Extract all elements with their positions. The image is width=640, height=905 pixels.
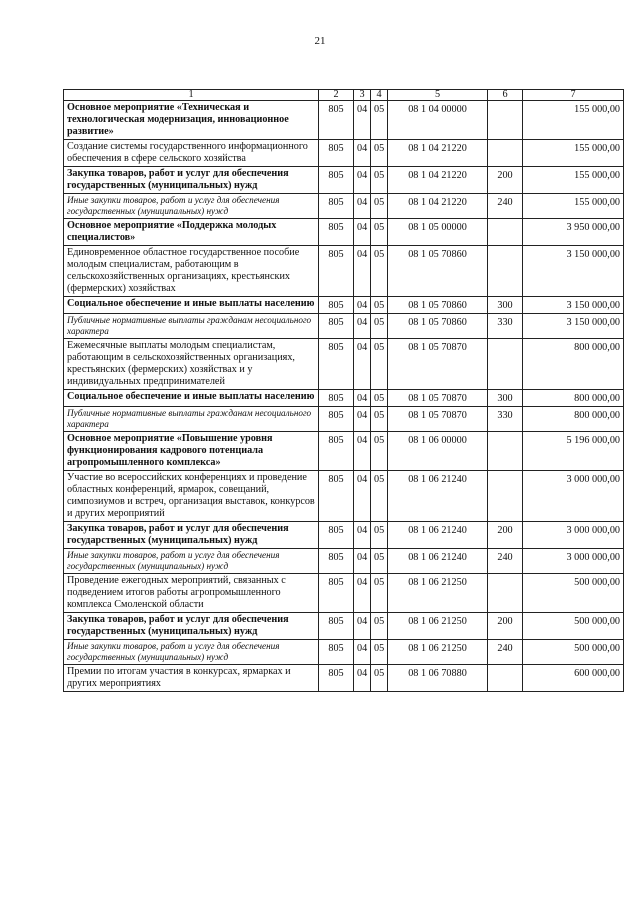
cell-section: 04 — [354, 101, 371, 140]
cell-expense-type: 200 — [488, 167, 523, 194]
cell-expense-type: 300 — [488, 390, 523, 407]
cell-expense-type: 330 — [488, 407, 523, 432]
cell-subsection: 05 — [371, 297, 388, 314]
cell-name: Социальное обеспечение и иные выплаты населению — [64, 297, 319, 314]
table-row — [64, 390, 624, 407]
cell-expense-type — [488, 246, 523, 297]
cell-subsection: 05 — [371, 407, 388, 432]
cell-name: Участие во всероссийских конференциях и проведение областных конференций, ярмарок, совещаний, симпозиумов и встреч, организация выставок, конкурсов и других мероприятий — [64, 471, 319, 522]
table-row — [64, 339, 624, 390]
cell-name: Иные закупки товаров, работ и услуг для обеспечения государственных (муниципальных) нужд — [64, 194, 319, 219]
table-row — [64, 432, 624, 471]
cell-expense-type: 200 — [488, 522, 523, 549]
cell-target-article: 08 1 06 21240 — [388, 549, 488, 574]
cell-expense-type: 300 — [488, 297, 523, 314]
cell-amount: 155 000,00 — [523, 140, 624, 167]
cell-name: Создание системы государственного информационного обеспечения в сфере сельского хозяйства — [64, 140, 319, 167]
cell-subsection: 05 — [371, 522, 388, 549]
cell-admin-code: 805 — [319, 246, 354, 297]
cell-subsection: 05 — [371, 613, 388, 640]
cell-target-article: 08 1 06 21250 — [388, 640, 488, 665]
cell-name: Основное мероприятие «Поддержка молодых специалистов» — [64, 219, 319, 246]
cell-name: Публичные нормативные выплаты гражданам несоциального характера — [64, 314, 319, 339]
cell-subsection: 05 — [371, 390, 388, 407]
header-cell: 5 — [388, 90, 488, 101]
cell-name: Основное мероприятие «Повышение уровня функционирования кадрового потенциала агропромышленного комплекса» — [64, 432, 319, 471]
cell-amount: 500 000,00 — [523, 613, 624, 640]
cell-section: 04 — [354, 640, 371, 665]
cell-section: 04 — [354, 471, 371, 522]
cell-subsection: 05 — [371, 167, 388, 194]
cell-amount: 800 000,00 — [523, 390, 624, 407]
table-body — [64, 101, 624, 692]
cell-name: Ежемесячные выплаты молодым специалистам, работающим в сельскохозяйственных организациях, крестьянских (фермерских) хозяйствах и у индивидуальных предпринимателей — [64, 339, 319, 390]
cell-admin-code: 805 — [319, 390, 354, 407]
cell-section: 04 — [354, 549, 371, 574]
cell-expense-type: 240 — [488, 640, 523, 665]
cell-target-article: 08 1 06 21240 — [388, 522, 488, 549]
cell-name: Закупка товаров, работ и услуг для обеспечения государственных (муниципальных) нужд — [64, 167, 319, 194]
cell-expense-type — [488, 471, 523, 522]
cell-expense-type — [488, 339, 523, 390]
header-cell: 1 — [64, 90, 319, 101]
cell-subsection: 05 — [371, 194, 388, 219]
cell-amount: 155 000,00 — [523, 167, 624, 194]
cell-name: Закупка товаров, работ и услуг для обеспечения государственных (муниципальных) нужд — [64, 613, 319, 640]
cell-subsection: 05 — [371, 471, 388, 522]
cell-expense-type: 200 — [488, 613, 523, 640]
cell-admin-code: 805 — [319, 613, 354, 640]
cell-admin-code: 805 — [319, 471, 354, 522]
cell-admin-code: 805 — [319, 549, 354, 574]
cell-admin-code: 805 — [319, 574, 354, 613]
page-number: 21 — [314, 35, 326, 47]
cell-section: 04 — [354, 339, 371, 390]
header-row — [64, 90, 624, 101]
cell-subsection: 05 — [371, 314, 388, 339]
table-row — [64, 522, 624, 549]
cell-target-article: 08 1 05 70870 — [388, 339, 488, 390]
cell-subsection: 05 — [371, 140, 388, 167]
cell-amount: 3 000 000,00 — [523, 522, 624, 549]
cell-amount: 3 000 000,00 — [523, 471, 624, 522]
table-row — [64, 665, 624, 692]
cell-expense-type: 240 — [488, 549, 523, 574]
cell-admin-code: 805 — [319, 140, 354, 167]
cell-amount: 3 150 000,00 — [523, 297, 624, 314]
cell-section: 04 — [354, 407, 371, 432]
cell-target-article: 08 1 05 70870 — [388, 390, 488, 407]
table-row — [64, 167, 624, 194]
cell-amount: 800 000,00 — [523, 407, 624, 432]
cell-subsection: 05 — [371, 219, 388, 246]
cell-subsection: 05 — [371, 246, 388, 297]
cell-section: 04 — [354, 219, 371, 246]
cell-amount: 155 000,00 — [523, 101, 624, 140]
cell-admin-code: 805 — [319, 665, 354, 692]
cell-target-article: 08 1 05 00000 — [388, 219, 488, 246]
cell-target-article: 08 1 06 21250 — [388, 613, 488, 640]
header-cell: 3 — [354, 90, 371, 101]
table-row — [64, 407, 624, 432]
cell-expense-type — [488, 219, 523, 246]
cell-section: 04 — [354, 432, 371, 471]
cell-admin-code: 805 — [319, 432, 354, 471]
cell-section: 04 — [354, 665, 371, 692]
cell-section: 04 — [354, 194, 371, 219]
cell-subsection: 05 — [371, 339, 388, 390]
cell-name: Проведение ежегодных мероприятий, связанных с подведением итогов работы агропромышленного комплекса Смоленской области — [64, 574, 319, 613]
table-row — [64, 549, 624, 574]
cell-expense-type — [488, 432, 523, 471]
table-row — [64, 574, 624, 613]
cell-expense-type: 240 — [488, 194, 523, 219]
cell-admin-code: 805 — [319, 314, 354, 339]
cell-subsection: 05 — [371, 640, 388, 665]
cell-subsection: 05 — [371, 432, 388, 471]
cell-admin-code: 805 — [319, 194, 354, 219]
cell-admin-code: 805 — [319, 640, 354, 665]
cell-target-article: 08 1 06 70880 — [388, 665, 488, 692]
cell-expense-type — [488, 101, 523, 140]
cell-admin-code: 805 — [319, 339, 354, 390]
cell-section: 04 — [354, 167, 371, 194]
cell-target-article: 08 1 04 21220 — [388, 167, 488, 194]
table-row — [64, 246, 624, 297]
cell-subsection: 05 — [371, 665, 388, 692]
cell-admin-code: 805 — [319, 101, 354, 140]
cell-amount: 600 000,00 — [523, 665, 624, 692]
table-row — [64, 613, 624, 640]
cell-target-article: 08 1 06 21250 — [388, 574, 488, 613]
table-row — [64, 471, 624, 522]
cell-amount: 800 000,00 — [523, 339, 624, 390]
cell-amount: 155 000,00 — [523, 194, 624, 219]
cell-section: 04 — [354, 574, 371, 613]
cell-section: 04 — [354, 390, 371, 407]
cell-target-article: 08 1 05 70860 — [388, 297, 488, 314]
cell-target-article: 08 1 04 21220 — [388, 140, 488, 167]
cell-expense-type — [488, 574, 523, 613]
cell-admin-code: 805 — [319, 522, 354, 549]
cell-amount: 3 150 000,00 — [523, 246, 624, 297]
cell-amount: 500 000,00 — [523, 574, 624, 613]
cell-name: Основное мероприятие «Техническая и технологическая модернизация, инновационное развитие» — [64, 101, 319, 140]
table-row — [64, 101, 624, 140]
cell-subsection: 05 — [371, 549, 388, 574]
cell-amount: 500 000,00 — [523, 640, 624, 665]
cell-amount: 5 196 000,00 — [523, 432, 624, 471]
cell-name: Закупка товаров, работ и услуг для обеспечения государственных (муниципальных) нужд — [64, 522, 319, 549]
cell-name: Публичные нормативные выплаты гражданам несоциального характера — [64, 407, 319, 432]
cell-target-article: 08 1 06 00000 — [388, 432, 488, 471]
cell-expense-type: 330 — [488, 314, 523, 339]
cell-admin-code: 805 — [319, 167, 354, 194]
cell-target-article: 08 1 04 21220 — [388, 194, 488, 219]
cell-admin-code: 805 — [319, 297, 354, 314]
header-cell: 6 — [488, 90, 523, 101]
table-row — [64, 140, 624, 167]
cell-section: 04 — [354, 297, 371, 314]
cell-subsection: 05 — [371, 101, 388, 140]
cell-target-article: 08 1 05 70860 — [388, 246, 488, 297]
cell-section: 04 — [354, 140, 371, 167]
header-cell: 4 — [371, 90, 388, 101]
table-row — [64, 640, 624, 665]
cell-target-article: 08 1 06 21240 — [388, 471, 488, 522]
cell-section: 04 — [354, 522, 371, 549]
cell-amount: 3 000 000,00 — [523, 549, 624, 574]
table-row — [64, 314, 624, 339]
cell-expense-type — [488, 665, 523, 692]
cell-name: Иные закупки товаров, работ и услуг для обеспечения государственных (муниципальных) нужд — [64, 640, 319, 665]
cell-target-article: 08 1 05 70870 — [388, 407, 488, 432]
cell-target-article: 08 1 05 70860 — [388, 314, 488, 339]
budget-table — [63, 89, 624, 692]
cell-expense-type — [488, 140, 523, 167]
cell-subsection: 05 — [371, 574, 388, 613]
cell-section: 04 — [354, 314, 371, 339]
table-row — [64, 297, 624, 314]
cell-section: 04 — [354, 246, 371, 297]
table-row — [64, 219, 624, 246]
header-cell: 7 — [523, 90, 624, 101]
cell-amount: 3 950 000,00 — [523, 219, 624, 246]
cell-name: Социальное обеспечение и иные выплаты населению — [64, 390, 319, 407]
cell-section: 04 — [354, 613, 371, 640]
cell-admin-code: 805 — [319, 407, 354, 432]
header-cell: 2 — [319, 90, 354, 101]
cell-name: Единовременное областное государственное пособие молодым специалистам, работающим в сельскохозяйственных организациях, крестьянских (фермерских) хозяйствах — [64, 246, 319, 297]
cell-target-article: 08 1 04 00000 — [388, 101, 488, 140]
cell-amount: 3 150 000,00 — [523, 314, 624, 339]
cell-name: Премии по итогам участия в конкурсах, ярмарках и других мероприятиях — [64, 665, 319, 692]
table-row — [64, 194, 624, 219]
cell-name: Иные закупки товаров, работ и услуг для обеспечения государственных (муниципальных) нужд — [64, 549, 319, 574]
cell-admin-code: 805 — [319, 219, 354, 246]
